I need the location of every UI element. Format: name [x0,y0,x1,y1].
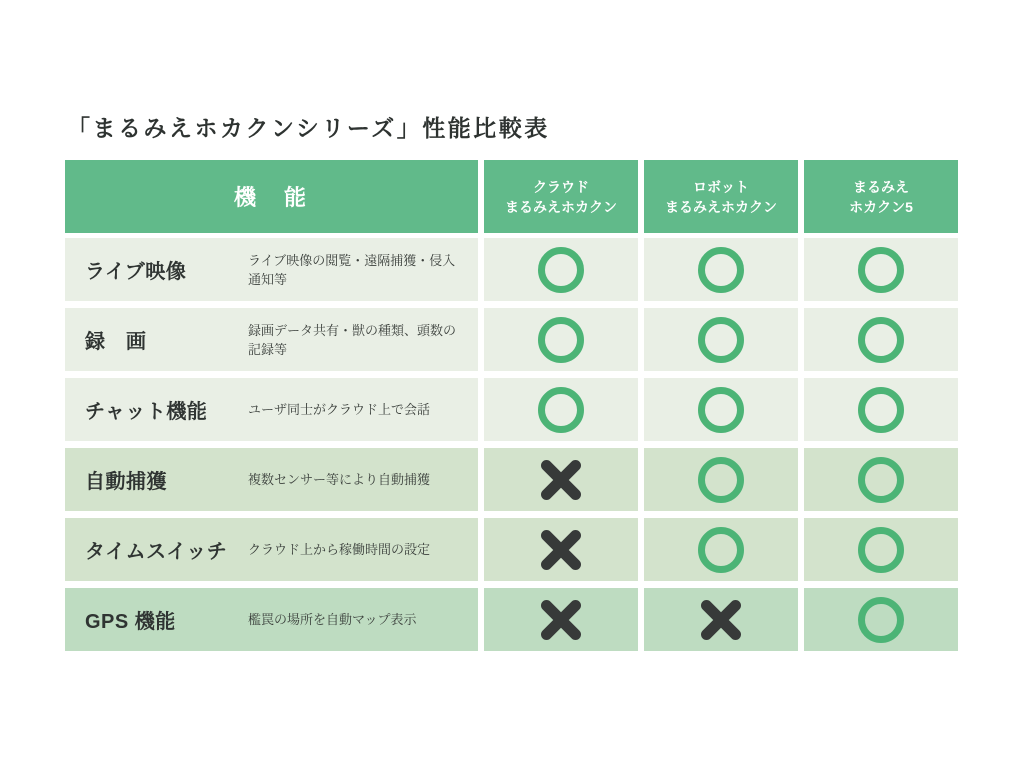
product-name-line: まるみえ [853,178,909,195]
feature-label: 録 画 [85,331,147,353]
product-header-cell-robot [644,160,798,233]
feature-cell [65,308,478,371]
circle-icon [698,527,744,573]
feature-description: ユーザ同士がクラウド上で会話 [248,402,431,417]
circle-icon [858,247,904,293]
feature-description: 檻罠の場所を自動マップ表示 [248,612,417,627]
table-row [65,518,958,581]
circle-icon [698,247,744,293]
cross-icon [538,457,584,503]
feature-description: 複数センサー等により自動捕獲 [248,472,431,487]
circle-icon [698,317,744,363]
circle-icon [698,457,744,503]
support-cell [484,378,638,441]
circle-icon [858,387,904,433]
support-cell [804,518,958,581]
circle-icon [698,387,744,433]
feature-cell [65,518,478,581]
feature-description: ライブ映像の閲覧・遠隔捕獲・侵入通知等 [248,252,456,287]
circle-icon [858,597,904,643]
product-name-line: ホカクン5 [849,198,913,215]
feature-label: 自動捕獲 [85,471,167,493]
feature-cell [65,378,478,441]
product-name-line: クラウド [533,178,589,195]
feature-label: ライブ映像 [85,261,187,283]
feature-cell [65,238,478,301]
product-header-cell-hokakun5 [804,160,958,233]
circle-icon [858,527,904,573]
support-cell [484,588,638,651]
support-cell [644,448,798,511]
support-cell [804,588,958,651]
product-header-cell-cloud [484,160,638,233]
cross-icon [698,597,744,643]
function-header-label: 機 能 [233,185,309,210]
table-row [65,588,958,651]
table-row [65,238,958,301]
support-cell [804,308,958,371]
feature-cell [65,588,478,651]
feature-description: 録画データ共有・獣の種類、頭数の記録等 [248,322,457,357]
product-name-line: まるみえホカクン [665,198,777,215]
table-row [65,448,958,511]
feature-description: クラウド上から稼働時間の設定 [248,542,431,557]
table-header-row [65,160,958,233]
function-header-cell [65,160,478,233]
table-body [65,238,958,651]
product-name-line: まるみえホカクン [505,198,617,215]
support-cell [484,308,638,371]
feature-label: チャット機能 [85,401,208,423]
support-cell [644,238,798,301]
support-cell [644,518,798,581]
support-cell [804,448,958,511]
support-cell [804,238,958,301]
support-cell [644,378,798,441]
circle-icon [538,387,584,433]
support-cell [484,238,638,301]
support-cell [804,378,958,441]
product-name-line: ロボット [693,178,749,195]
support-cell [484,448,638,511]
cross-icon [538,527,584,573]
circle-icon [538,247,584,293]
circle-icon [538,317,584,363]
support-cell [644,588,798,651]
feature-label: タイムスイッチ [85,541,228,563]
support-cell [484,518,638,581]
page-title: 「まるみえホカクンシリーズ」性能比較表 [67,115,550,141]
table-row [65,308,958,371]
circle-icon [858,317,904,363]
feature-label: GPS 機能 [85,611,176,633]
cross-icon [538,597,584,643]
circle-icon [858,457,904,503]
support-cell [644,308,798,371]
comparison-table [65,160,958,651]
table-row [65,378,958,441]
feature-cell [65,448,478,511]
